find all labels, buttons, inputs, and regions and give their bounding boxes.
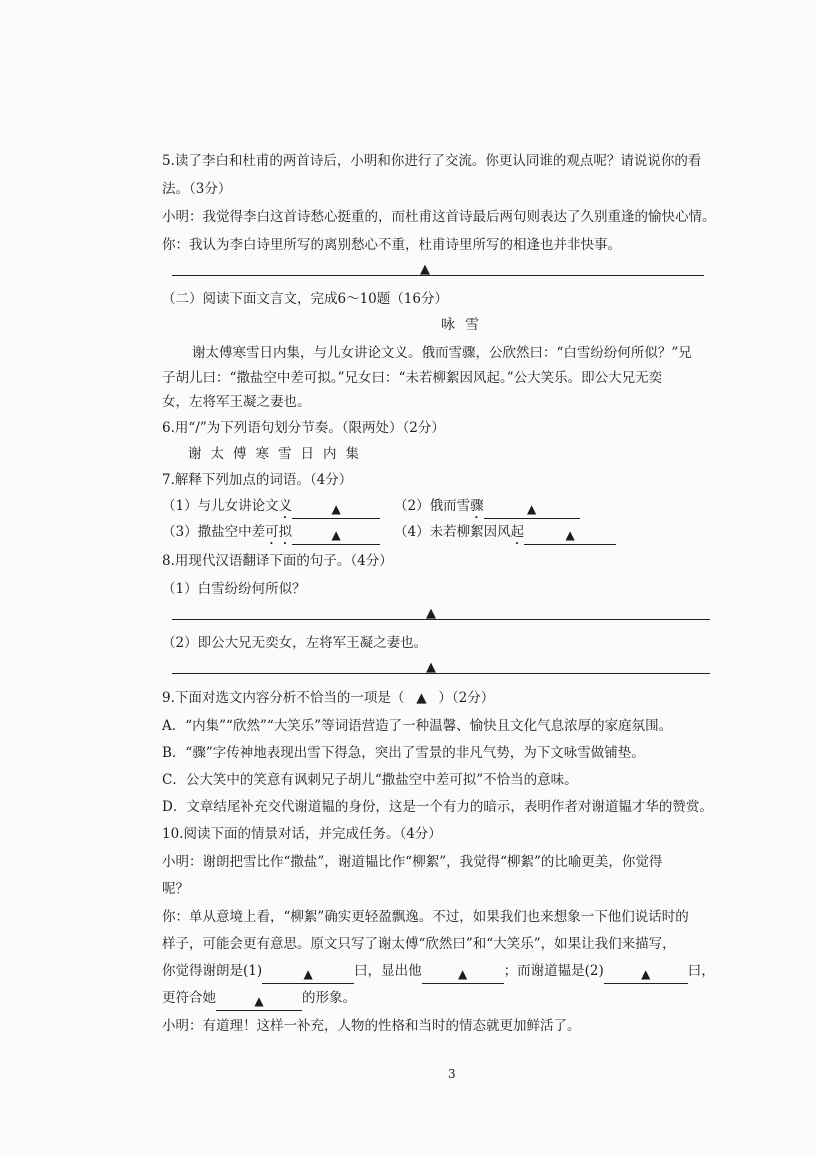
- q7-item1-text: （1）与儿女讲论文: [162, 498, 279, 514]
- q7-prompt: 7.解释下列加点的词语。（4分）: [162, 472, 353, 488]
- q9-option-a: A．“内集”“欣然”“大笑乐”等词语营造了一种温馨、愉快且文化气息浓厚的家庭氛围。: [162, 718, 673, 734]
- passage-title: 咏雪: [441, 317, 489, 333]
- q9-prompt: [162, 686, 494, 706]
- q10-blank-1[interactable]: [262, 967, 354, 984]
- q9-answer-slot[interactable]: [404, 690, 438, 706]
- q10-blank-image[interactable]: [216, 994, 302, 1011]
- answer-marker-icon: ▲: [641, 967, 651, 981]
- q8-prompt: 8.用现代汉语翻译下面的句子。（4分）: [162, 553, 393, 569]
- q5-prompt-line2: 法。（3分）: [162, 181, 232, 197]
- q7-item4-blank[interactable]: [524, 528, 616, 545]
- q6-prompt: 6.用“/”为下列语句划分节奏。（限两处）（2分）: [162, 420, 445, 436]
- q10-ni-line2: 样子，可能会更有意思。原文只写了谢太傅“欣然曰”和“大笑乐”，如果让我们来描写，: [162, 936, 676, 952]
- q5-xiaoming: 小明：我觉得李白这首诗愁心挺重的，而杜甫这首诗最后两句则表达了久别重逢的愉快心情。: [162, 209, 716, 225]
- q8-answer-line1[interactable]: [172, 602, 710, 622]
- q10-text-f: 的形象。: [302, 990, 356, 1006]
- q10-xiaoming-line2: 呢？: [162, 881, 189, 897]
- passage-line3: 女，左将军王凝之妻也。: [162, 394, 311, 410]
- answer-marker-icon: ▲: [416, 690, 427, 706]
- q5-ni: 你：我认为李白诗里所写的离别愁心不重，杜甫诗里所写的相逢也并非快事。: [162, 237, 621, 253]
- q10-xiaoming-line3: 小明：有道理！这样一补充，人物的性格和当时的情态就更加鲜活了。: [162, 1018, 581, 1034]
- q10-ni-line3: [162, 959, 715, 984]
- q10-text-b: 曰，显出他: [354, 963, 422, 979]
- q10-text-d: 曰，: [687, 963, 715, 979]
- q9-prompt-text: 9.下面对选文内容分析不恰当的一项是（: [162, 690, 405, 706]
- answer-marker-icon: ▲: [565, 528, 575, 542]
- q7-item3-blank[interactable]: [292, 528, 380, 545]
- q9-option-c: C．公大笑中的笑意有讽刺兄子胡儿“撒盐空中差可拟”不恰当的意味。: [162, 772, 578, 788]
- q10-text-a: 你觉得谢朗是(1): [162, 963, 263, 979]
- q7-item3-dotted-word: 可拟: [265, 524, 293, 540]
- q7-item2: [394, 494, 580, 522]
- q7-item4-text: （4）未若柳絮因风: [394, 524, 511, 540]
- answer-marker-icon: ▲: [458, 967, 468, 981]
- q7-item2-blank[interactable]: [484, 502, 580, 519]
- q10-prompt: 10.阅读下面的情景对话，并完成任务。（4分）: [162, 826, 442, 842]
- q8-sentence1: （1）白雪纷纷何所似？: [162, 581, 306, 597]
- q7-item1-dotted-word: 义: [278, 498, 293, 514]
- passage-line2: 子胡儿曰：“撒盐空中差可拟。”兄女曰：“未若柳絮因风起。”公大笑乐。即公大兄无奕: [162, 370, 663, 386]
- answer-marker-icon: ▲: [331, 528, 341, 542]
- q7-item4: [394, 520, 616, 548]
- q10-ni-line4: [162, 986, 356, 1011]
- section2-heading: （二）阅读下面文言文，完成6～10题（16分）: [162, 291, 448, 307]
- answer-marker-icon: ▲: [526, 502, 537, 516]
- q8-answer-line2[interactable]: [172, 656, 710, 676]
- answer-marker-icon: ▲: [426, 660, 436, 675]
- q7-item2-dotted-word: 骤: [470, 498, 484, 514]
- answer-marker-icon: ▲: [331, 502, 341, 516]
- q10-blank-trait[interactable]: [422, 967, 504, 984]
- q10-xiaoming-line1: 小明：谢朗把雪比作“撒盐”，谢道韫比作“柳絮”，我觉得“柳絮”的比喻更美，你觉得: [162, 854, 663, 870]
- page-number: 3: [448, 1067, 456, 1081]
- q8-sentence2: （2）即公大兄无奕女，左将军王凝之妻也。: [162, 635, 428, 651]
- answer-marker-icon: ▲: [426, 606, 436, 621]
- q5-answer-line[interactable]: [172, 258, 704, 278]
- q10-blank-2[interactable]: [604, 967, 688, 984]
- q5-prompt-line1: 5.读了李白和杜甫的两首诗后，小明和你进行了交流。你更认同谁的观点呢？请说说你的看: [162, 153, 702, 169]
- q7-item1: [162, 494, 380, 522]
- q10-ni-line1: 你：单从意境上看，“柳絮”确实更轻盈飘逸。不过，如果我们也来想象一下他们说话时的: [162, 909, 689, 925]
- q9-option-b: B．“骤”字传神地表现出雪下得急，突出了雪景的非凡气势，为下文咏雪做铺垫。: [162, 745, 645, 761]
- q7-item2-text: （2）俄而雪: [394, 498, 471, 514]
- answer-marker-icon: ▲: [303, 967, 313, 981]
- q7-item3: [162, 520, 380, 548]
- q6-sentence: 谢太傅寒雪日内集: [188, 446, 368, 462]
- q9-prompt-points: ）（2分）: [438, 690, 495, 706]
- q7-item3-text: （3）撒盐空中差: [162, 524, 266, 540]
- answer-marker-icon: ▲: [420, 262, 430, 277]
- q7-item4-dotted-word: 起: [510, 524, 525, 540]
- q9-option-d: D．文章结尾补充交代谢道韫的身份，这是一个有力的暗示，表明作者对谢道韫才华的赞赏。: [162, 799, 713, 815]
- q7-item1-blank[interactable]: [292, 502, 380, 519]
- q10-text-c: ；而谢道韫是(2): [503, 963, 604, 979]
- answer-marker-icon: ▲: [254, 994, 264, 1008]
- q10-text-e: 更符合她: [162, 990, 216, 1006]
- passage-line1: 谢太傅寒雪日内集，与儿女讲论文义。俄而雪骤，公欣然曰：“白雪纷纷何所似？”兄: [192, 345, 692, 361]
